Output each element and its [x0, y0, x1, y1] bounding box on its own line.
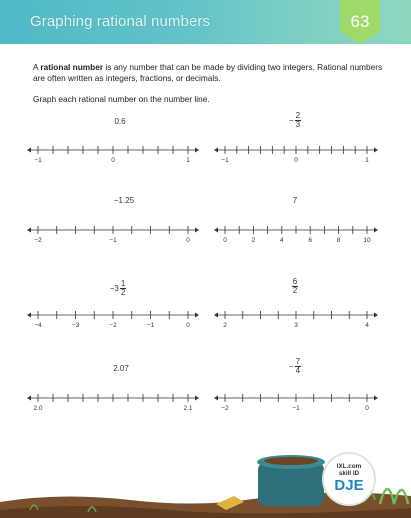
numerator: 7: [295, 357, 301, 366]
tick-label: 4: [279, 237, 284, 244]
number-line-8[interactable]: [214, 394, 378, 412]
arrow-right-icon: [374, 313, 378, 318]
problem-text: −1.25: [113, 196, 135, 205]
problem-text: 7: [292, 196, 298, 205]
number-line-5[interactable]: [27, 311, 199, 329]
arrow-right-icon: [374, 396, 378, 401]
skill-code: DJE: [334, 477, 364, 494]
arrow-right-icon: [374, 228, 378, 233]
tick-label: 0: [186, 322, 190, 329]
arrow-right-icon: [195, 313, 199, 318]
number-line-7[interactable]: [27, 394, 199, 412]
tick-label: 1: [365, 157, 369, 164]
arrow-left-icon: [214, 148, 218, 153]
tick-label: 0: [111, 157, 115, 164]
arrow-left-icon: [214, 396, 218, 401]
denominator: 3: [295, 120, 301, 129]
arrow-right-icon: [374, 148, 378, 153]
denominator: 2: [292, 286, 298, 295]
number-line-4[interactable]: [214, 226, 378, 244]
problem-text: 0.6: [114, 117, 126, 126]
arrow-left-icon: [214, 313, 218, 318]
skill-id-label: skill ID: [338, 470, 360, 477]
intro-suffix: is any number that can be made by dividing two integers. Rational numbers are often written as integers, fractions, or decimals.: [33, 62, 383, 83]
tick-label: −4: [34, 322, 42, 329]
denominator: 4: [295, 366, 301, 375]
tick-label: −3: [71, 322, 80, 329]
arrow-right-icon: [195, 396, 199, 401]
tick-label: −1: [146, 322, 155, 329]
arrow-left-icon: [27, 313, 31, 318]
number-line-1[interactable]: [27, 146, 199, 164]
mixed-whole: −3: [109, 284, 119, 293]
skill-id-badge[interactable]: [322, 452, 376, 506]
tick-label: −1: [109, 237, 117, 244]
tick-label: 2.0: [33, 405, 43, 412]
tick-label: 3: [294, 322, 298, 329]
arrow-left-icon: [27, 148, 31, 153]
intro-prefix: A: [33, 62, 41, 72]
tick-label: −2: [221, 405, 229, 412]
problem-text: 2.07: [113, 364, 129, 373]
numerator: 6: [292, 277, 298, 286]
numerator: 1: [120, 279, 126, 288]
tick-label: 8: [336, 237, 341, 244]
page-number: 63: [350, 12, 370, 31]
denominator: 2: [120, 288, 126, 297]
tick-label: 2: [223, 322, 227, 329]
skill-site: IXL.com: [336, 463, 362, 470]
arrow-right-icon: [195, 228, 199, 233]
tick-label: 10: [363, 237, 371, 244]
tick-label: 0: [365, 405, 369, 412]
arrow-left-icon: [214, 228, 218, 233]
tick-label: 2: [251, 237, 256, 244]
negative-sign: −: [288, 116, 294, 125]
number-line-2[interactable]: [214, 146, 378, 164]
arrow-left-icon: [27, 396, 31, 401]
arrow-right-icon: [195, 148, 199, 153]
intro-term: rational number: [40, 62, 104, 72]
arrow-left-icon: [27, 228, 31, 233]
tick-label: 6: [308, 237, 313, 244]
numerator: 2: [295, 111, 301, 120]
number-line-6[interactable]: [214, 311, 378, 329]
tick-label: −2: [109, 322, 117, 329]
tick-label: −1: [292, 405, 300, 412]
tick-label: −2: [34, 237, 42, 244]
tick-label: 0: [294, 157, 298, 164]
tick-label: −1: [34, 157, 42, 164]
tick-label: 4: [365, 322, 369, 329]
tick-label: 2.1: [183, 405, 193, 412]
tick-label: 1: [186, 157, 190, 164]
negative-sign: −: [288, 362, 294, 371]
tick-label: 0: [223, 237, 227, 244]
instruction: Graph each rational number on the number line.: [33, 94, 210, 104]
tick-label: −1: [221, 157, 229, 164]
number-line-3[interactable]: [27, 226, 199, 244]
page-title: Graphing rational numbers: [30, 13, 211, 30]
tick-label: 0: [186, 237, 190, 244]
